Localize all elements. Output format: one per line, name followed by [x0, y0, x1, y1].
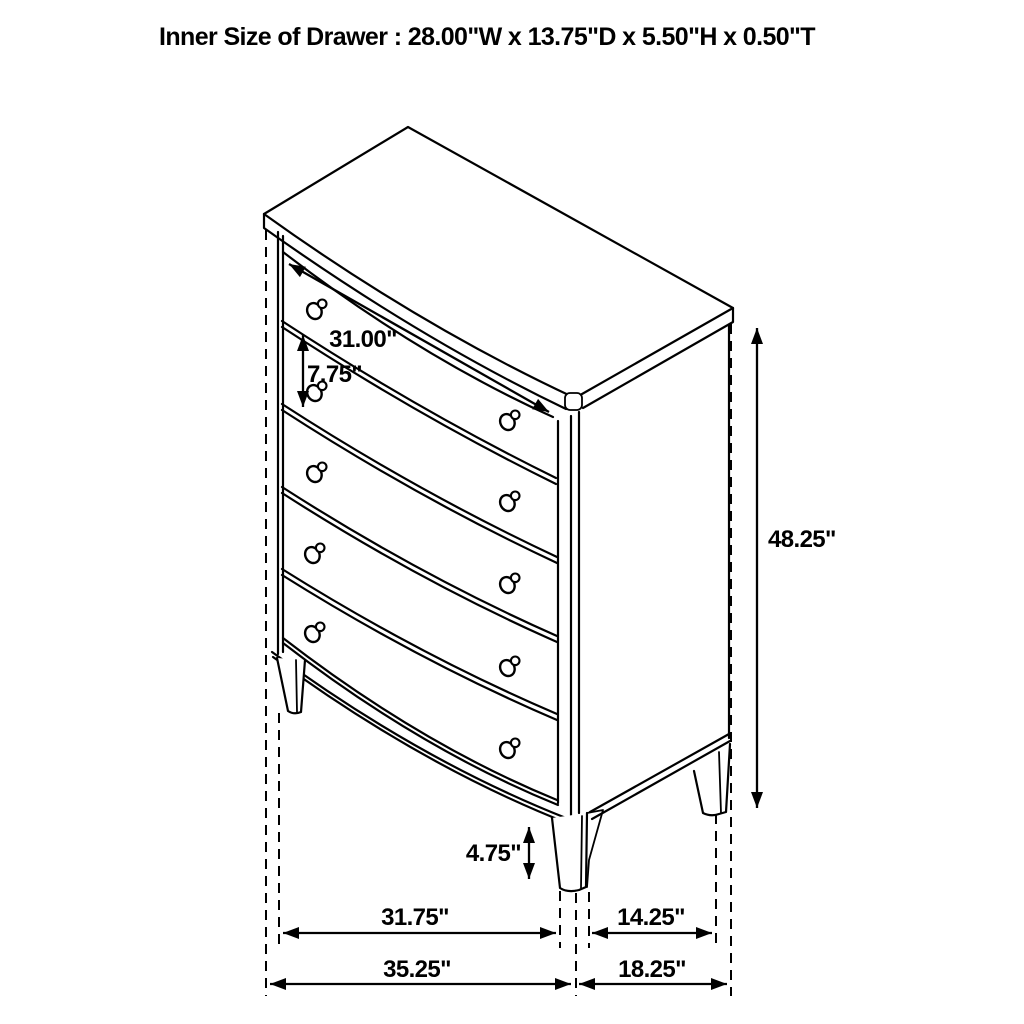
dim-label-front-leg-spacing: 31.75": [381, 904, 449, 931]
dim-side-leg-spacing: [592, 904, 712, 933]
dim-label-overall-width: 35.25": [383, 956, 451, 983]
knob-drawer3-right: [497, 574, 519, 596]
dim-label-overall-depth: 18.25": [618, 956, 686, 983]
knob-drawer3-left: [304, 463, 326, 485]
dim-overall-height: [757, 328, 836, 808]
dim-label-leg-height: 4.75": [465, 840, 521, 867]
dim-overall-depth: [579, 956, 727, 984]
dim-label-side-leg-spacing: 14.25": [617, 904, 685, 931]
front-left-leg: [277, 658, 305, 713]
right-corner-stile: [558, 412, 579, 820]
knob-drawer2-right: [497, 492, 519, 514]
top-panel-corner-cap: [565, 393, 582, 410]
knob-drawer5-left: [302, 623, 324, 645]
knob-drawer1-right: [497, 411, 519, 433]
page-title: Inner Size of Drawer : 28.00"W x 13.75"D x 5.50"H x 0.50"T: [159, 23, 815, 51]
front-left-leg-edge: [296, 660, 297, 712]
dim-leg-height: [466, 827, 529, 879]
dim-overall-width: [270, 956, 571, 984]
dim-label-drawer-opening-width: 31.00": [329, 326, 397, 353]
chest-drawing: [264, 127, 733, 891]
rear-right-leg: [694, 744, 730, 815]
top-panel: [264, 127, 733, 398]
left-stile: [278, 232, 283, 654]
dim-label-drawer-face-height: 7.75": [307, 361, 363, 388]
front-bottom-rail: [272, 638, 567, 823]
knob-drawer1-left: [304, 300, 326, 322]
knob-drawer4-left: [302, 544, 324, 566]
dim-front-leg-spacing: [283, 904, 556, 933]
dim-label-overall-height: 48.25": [768, 526, 836, 553]
knob-drawer4-right: [497, 657, 519, 679]
knob-drawer5-right: [497, 739, 519, 761]
